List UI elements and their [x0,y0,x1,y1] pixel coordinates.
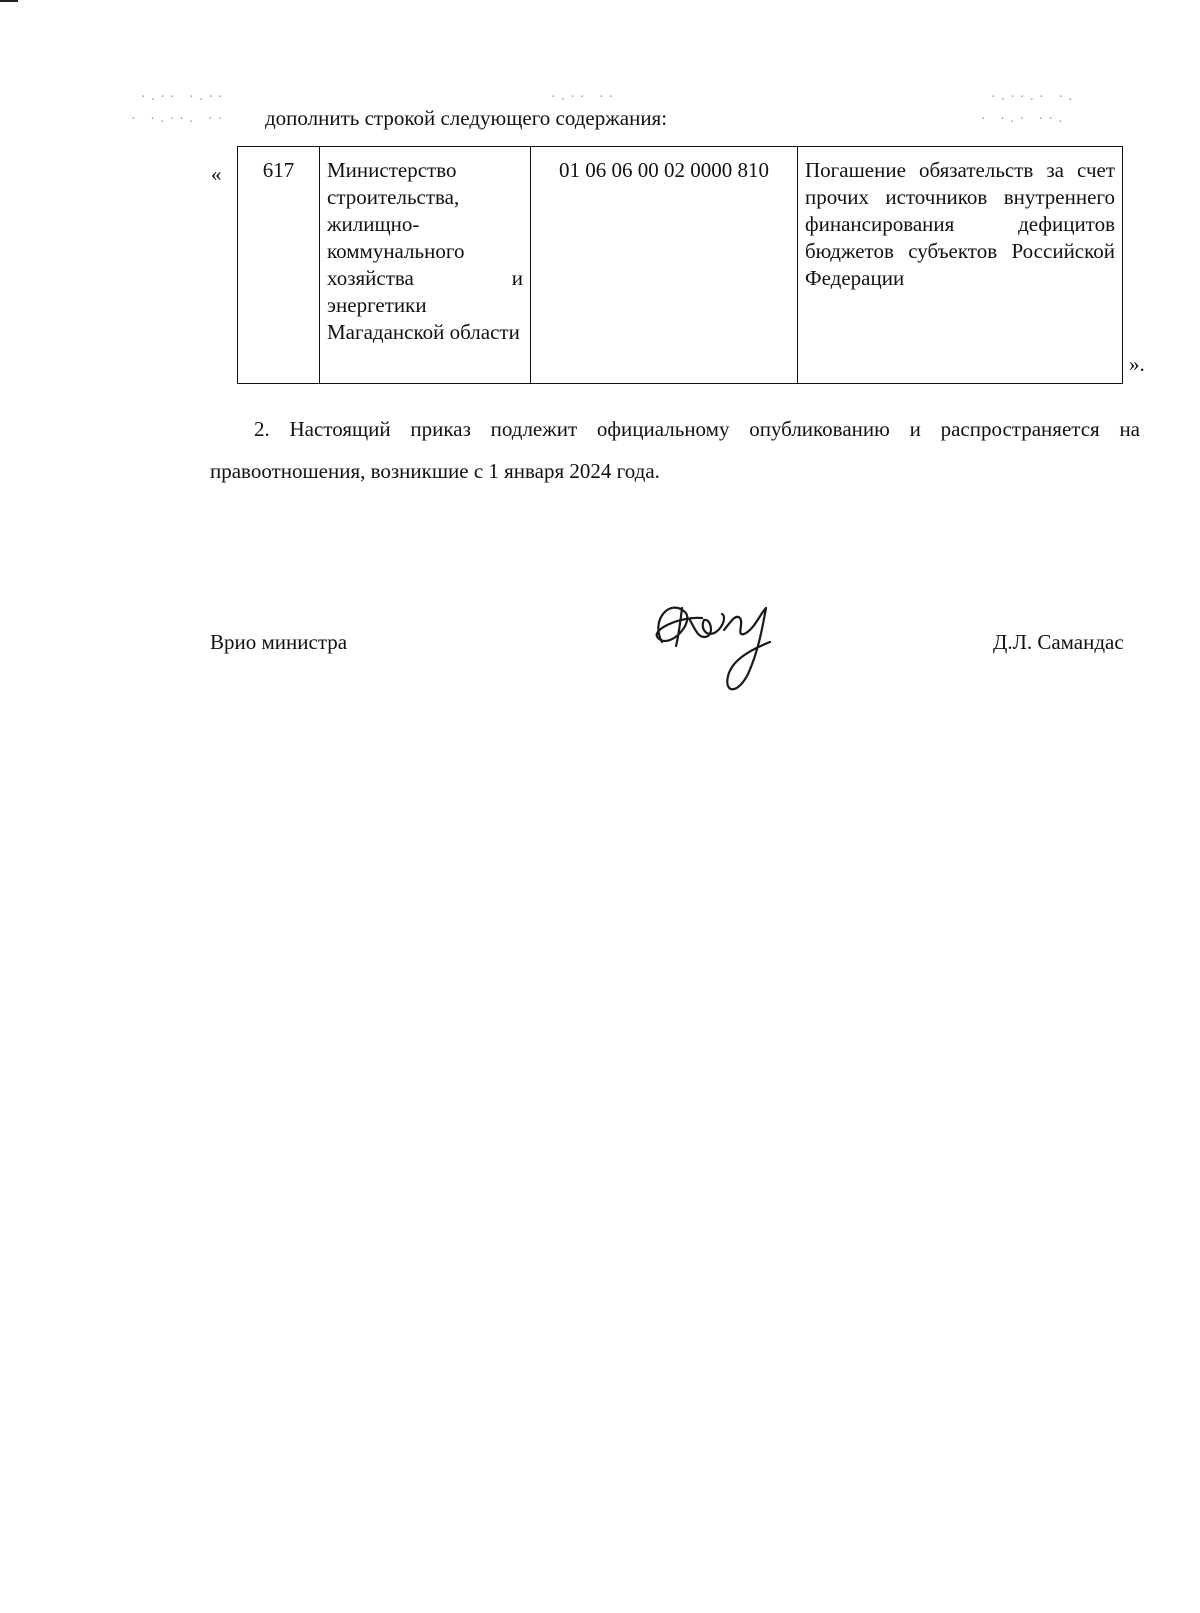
paragraph-2: 2. Настоящий приказ подлежит официальному опубликованию и распространяется на правоотношения, возникшие с 1 января 2024 года. [210,417,1140,483]
row-number: 617 [238,147,320,384]
intro-text: дополнить строкой следующего содержания: [265,106,668,130]
budget-code-cell: 01 06 06 00 02 0000 810 [531,147,798,384]
scan-noise: ·.··.· ·. [990,90,1077,103]
opening-quote: « [211,162,222,186]
scan-noise: · ·.· ··. [980,112,1067,125]
handwritten-signature [640,590,810,710]
scan-noise: ·.·· ·.·· [140,90,227,103]
inserted-row-table [237,146,1123,384]
scan-corner-mark [0,0,18,2]
scan-noise: ·.·· ·· [550,90,618,103]
closing-quote: ». [1129,352,1145,376]
scan-noise: · ·.··. ·· [130,112,227,125]
description-cell: Погашение обязательств за счет прочих источников внутреннего финансирования дефицитов бюджетов субъектов Российской Федерации [798,147,1123,384]
signatory-name: Д.Л. Самандас [993,630,1124,654]
table-row [238,147,1123,384]
signatory-role: Врио министра [210,630,348,654]
organization-cell: Министерство строительства, жилищно-коммунального хозяйства и энергетики Магаданской области [320,147,531,384]
